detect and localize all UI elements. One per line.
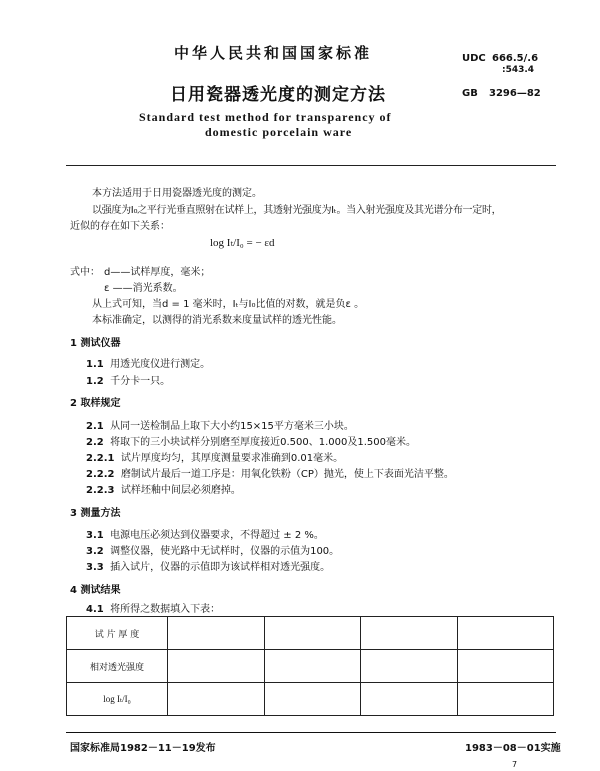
clause-text: 千分卡一只。 <box>110 376 171 387</box>
clause-number: 1.1 <box>86 359 104 370</box>
gb-code: 3296—82 <box>489 88 541 99</box>
clause-3-2 <box>86 542 339 557</box>
clause-2-1 <box>86 417 354 432</box>
clause-text: 将取下的三小块试样分别磨至厚度接近0.500、1.000及1.500毫米。 <box>110 437 416 448</box>
table-cell <box>168 683 265 716</box>
clause-number: 2.2.2 <box>86 469 115 480</box>
issue-date: 国家标准局1982－11－19发布 <box>70 743 216 754</box>
clause-1-1 <box>86 355 210 370</box>
intro-paragraph-2b: 近似的存在如下关系： <box>70 221 170 232</box>
clause-number: 1.2 <box>86 376 104 387</box>
header-divider <box>66 165 556 166</box>
row-label-thickness: 试 片 厚 度 <box>67 617 168 650</box>
table-cell <box>264 617 361 650</box>
table-cell <box>457 650 554 683</box>
table-cell <box>264 683 361 716</box>
clause-number: 3.2 <box>86 546 104 557</box>
intro-paragraph-3: 从上式可知，当d = 1 毫米时，Iₜ与I₀比值的对数，就是负ε 。 <box>92 299 365 310</box>
english-title-line2: domestic porcelain ware <box>205 125 353 139</box>
row-label-relative-intensity: 相对透光强度 <box>67 650 168 683</box>
intro-paragraph-2a: 以强度为I₀之平行光垂直照射在试样上，其透射光强度为Iₜ。当入射光强度及其光谱分布一定时， <box>92 205 502 216</box>
table-cell <box>168 617 265 650</box>
clause-1-2 <box>86 372 170 387</box>
variable-epsilon-definition: ε ——消光系数。 <box>104 283 183 294</box>
table-cell <box>361 683 458 716</box>
table-cell <box>361 650 458 683</box>
clause-3-1 <box>86 526 324 541</box>
section-2-heading: 2 取样规定 <box>70 398 121 409</box>
results-table <box>66 616 554 716</box>
where-label: 式中： <box>70 267 100 278</box>
section-1-heading: 1 测试仪器 <box>70 338 121 349</box>
table-cell <box>457 617 554 650</box>
udc-code: 666.5/.6 <box>492 53 539 64</box>
table-row <box>67 650 554 683</box>
formula: log Iₜ/I₀ = − εd <box>210 237 275 249</box>
udc-code-sub: :543.4 <box>502 65 535 75</box>
document-title: 日用瓷器透光度的测定方法 <box>170 85 386 105</box>
udc-label: UDC <box>462 53 486 64</box>
clause-text: 将所得之数据填入下表： <box>110 604 221 615</box>
clause-text: 从同一送检制品上取下大小约15×15平方毫米三小块。 <box>110 421 354 432</box>
table-cell <box>457 683 554 716</box>
clause-number: 2.2.3 <box>86 485 115 496</box>
clause-text: 调整仪器，使光路中无试样时，仪器的示值为100。 <box>110 546 340 557</box>
table-cell <box>264 650 361 683</box>
clause-text: 磨制试片最后一道工序是：用氧化铁粉（CP）抛光，使上下表面光洁平整。 <box>120 469 454 480</box>
clause-number: 2.2.1 <box>86 453 115 464</box>
variable-d-definition: d——试样厚度，毫米； <box>104 267 211 278</box>
clause-number: 4.1 <box>86 604 104 615</box>
clause-number: 3.1 <box>86 530 104 541</box>
clause-2-2-2 <box>86 465 454 480</box>
footer-divider <box>66 732 556 733</box>
table-cell <box>168 650 265 683</box>
row-label-log-ratio: log Iₜ/I₀ <box>67 683 168 716</box>
section-3-heading: 3 测量方法 <box>70 508 121 519</box>
clause-text: 插入试片，仪器的示值即为该试样相对透光强度。 <box>110 562 331 573</box>
clause-2-2-3 <box>86 481 241 496</box>
clause-text: 试片厚度均匀，其厚度测量要求准确到0.01毫米。 <box>120 453 344 464</box>
table-row <box>67 683 554 716</box>
intro-paragraph-4: 本标准确定，以测得的消光系数来度量试样的透光性能。 <box>92 315 342 326</box>
clause-text: 试样坯釉中间层必须磨掉。 <box>120 485 241 496</box>
clause-4-1 <box>86 600 220 615</box>
intro-paragraph-1: 本方法适用于日用瓷器透光度的测定。 <box>92 188 262 199</box>
clause-text: 电源电压必须达到仪器要求，不得超过 ± 2 %。 <box>110 530 324 541</box>
section-4-heading: 4 测试结果 <box>70 585 121 596</box>
clause-number: 3.3 <box>86 562 104 573</box>
standard-org-title: 中华人民共和国国家标准 <box>174 44 373 62</box>
clause-number: 2.2 <box>86 437 104 448</box>
effective-date: 1983－08－01实施 <box>465 743 561 754</box>
table-row <box>67 617 554 650</box>
table-cell <box>361 617 458 650</box>
clause-text: 用透光度仪进行测定。 <box>110 359 211 370</box>
english-title-line1: Standard test method for transparency of <box>139 110 392 124</box>
clause-number: 2.1 <box>86 421 104 432</box>
clause-3-3 <box>86 558 330 573</box>
clause-2-2-1 <box>86 449 343 464</box>
gb-label: GB <box>462 88 478 99</box>
clause-2-2 <box>86 433 416 448</box>
page-number: 7 <box>512 760 518 769</box>
